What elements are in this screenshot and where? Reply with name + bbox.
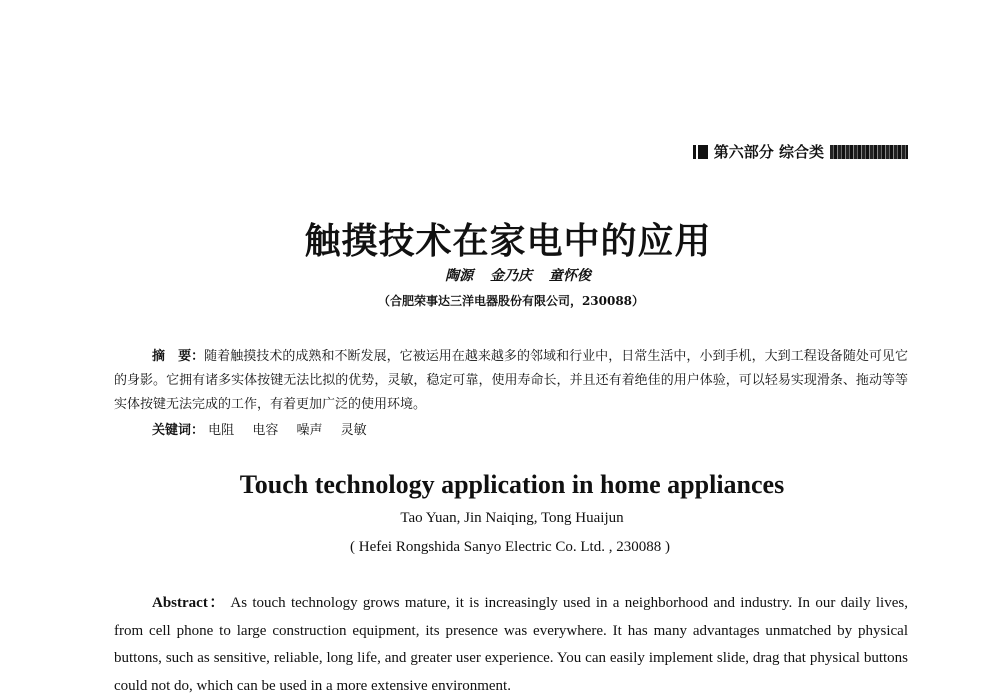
keywords-cn-label: 关键词： (152, 423, 205, 438)
keyword: 电阻 (208, 423, 235, 438)
header-left-mark (693, 145, 708, 159)
abstract-en-label: Abstract： (152, 595, 226, 611)
header-right-mark (830, 145, 908, 159)
section-label: 第六部分 综合类 (713, 143, 824, 161)
abstract-en-text: As touch technology grows mature, it is increasingly used in a neighborhood and industry. In our daily lives, from cell phone to large construction equipment, its presence was everywhere. It has many advantages unmatched by physical buttons, such as sensitive, reliable, long life, and greater user experience. You can easily implement slide, drag that physical buttons could not do, which can be used in a more extensive environment. (114, 595, 908, 694)
abstract-cn-text: 随着触摸技术的成熟和不断发展，它被运用在越来越多的邻域和行业中，日常生活中，小到手机，大到工程设备随处可见它的身影。它拥有诸多实体按键无法比拟的优势，灵敏，稳定可靠，使用寿命长，并且还有着绝佳的用户体验，可以轻易实现滑条、拖动等等实体按键无法完成的工作，有着更加广泛的使用环境。 (114, 349, 908, 412)
keywords-cn (152, 419, 381, 438)
keyword: 噪声 (296, 423, 323, 438)
section-header (693, 141, 908, 162)
paper-title-cn: 触摸技术在家电中的应用 (304, 221, 712, 262)
keyword: 电容 (252, 423, 279, 438)
affiliation-cn: （合肥荣事达三洋电器股份有限公司，230088） (377, 294, 645, 308)
affiliation-en: ( Hefei Rongshida Sanyo Electric Co. Ltd. , 230088 ) (350, 539, 670, 555)
authors-cn: 陶源 金乃庆 童怀俊 (445, 268, 591, 284)
authors-en: Tao Yuan, Jin Naiqing, Tong Huaijun (400, 510, 624, 526)
abstract-cn (114, 345, 908, 417)
abstract-cn-label: 摘 要： (152, 349, 205, 364)
paper-title-en: Touch technology application in home appliances (239, 470, 785, 499)
abstract-en (114, 590, 908, 700)
keyword: 灵敏 (340, 423, 367, 438)
